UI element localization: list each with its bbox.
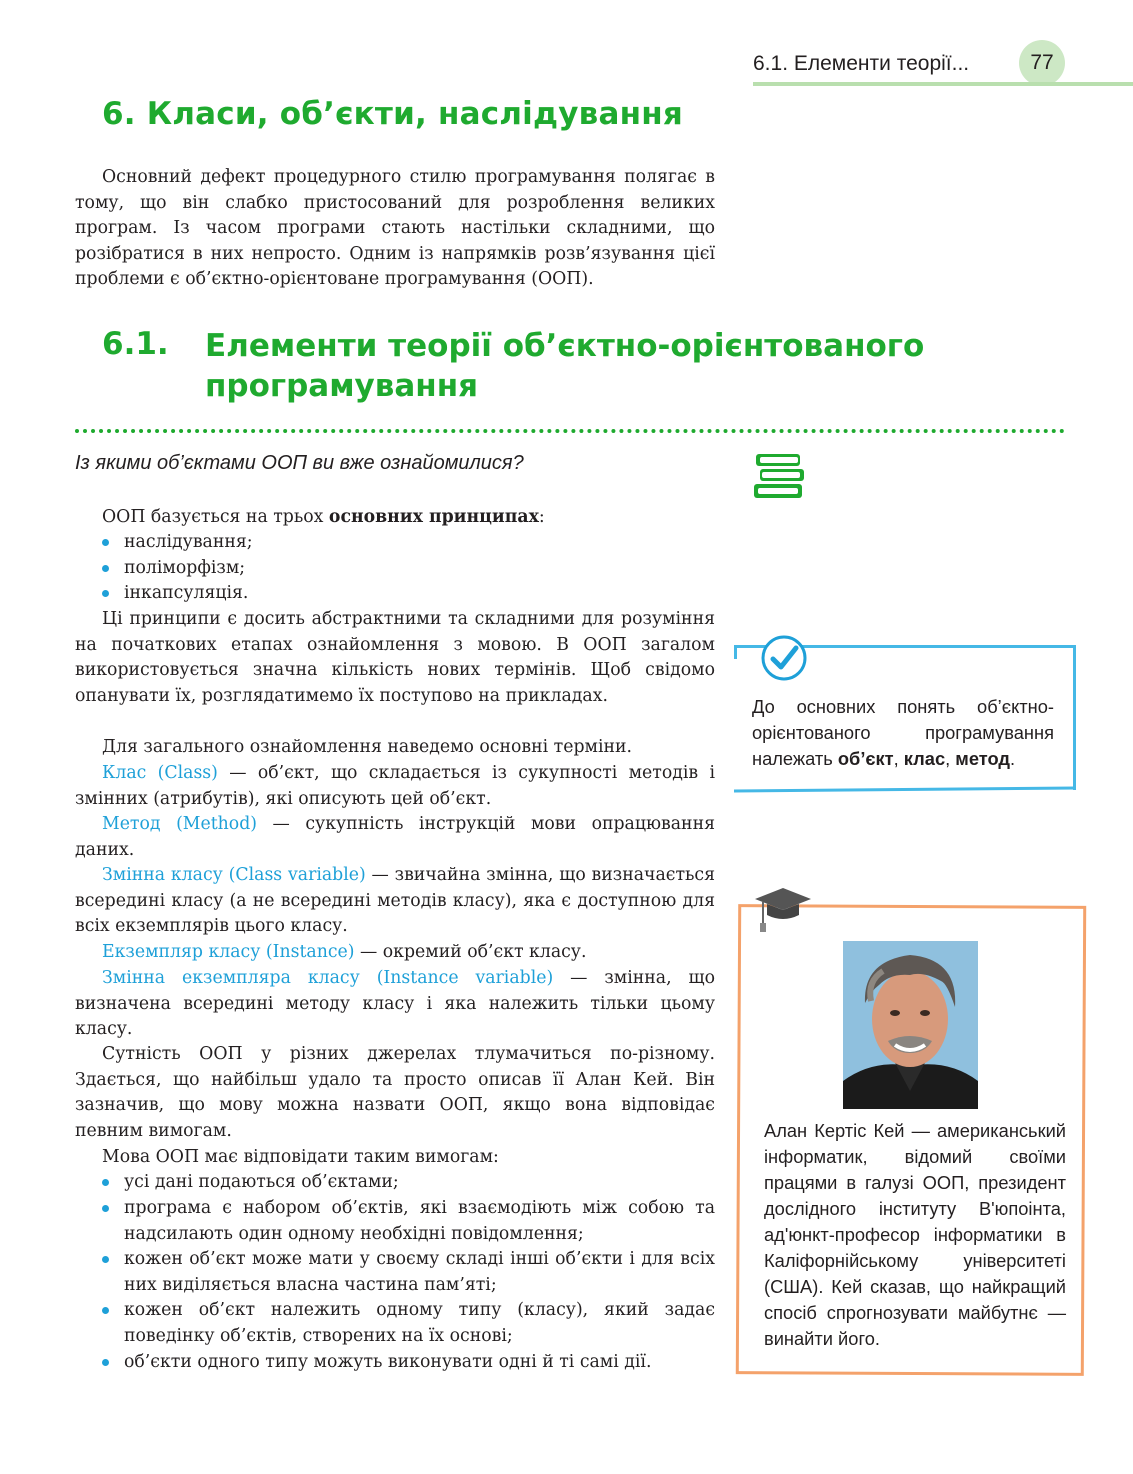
paragraph-abstract: Ці принципи є досить абстрактними та складними для розуміння на початкових етапах ознайомлення з мовою. В ООП загалом використовується значна кількість нових термінів. Щоб свідомо опанувати їх, розглядатимемо їх поступово на прикладах. [75,609,715,706]
list-item: програма є набором об’єктів, які взаємодіють між собою та надсилають один одному необхідні повідомлення; [102,1196,715,1247]
section-question: Із якими об’єктами ООП ви вже ознайомилися? [75,452,524,474]
note-text: До основних понять об’єктно-орієнтованого програмування належать об’єкт, клас, метод. [752,696,1054,769]
paragraph-terms-intro: Для загального ознайомлення наведемо основні терміни. [102,737,633,757]
page-number: 77 [1019,40,1065,86]
term-definition: — окремий об’єкт класу. [354,942,587,962]
note-box-left-border [734,645,737,659]
running-header: 6.1. Елементи теорії... [753,52,970,75]
bio-text: Алан Кертіс Кей — американський інформатик, відомий своїми працями в галузі ООП, президент дослідного інституту В'юпоінта, ад'юнкт-професор інформатики в Каліфорнійському університеті (США). Кей сказав, що найкращий спосіб спрогнозувати майбутнє — винайти його. [764,1120,1066,1349]
term-instance [75,940,715,966]
term-definition: — звичайна змінна, що визначається всередині класу (а не всередині методів класу), яка є доступною для всіх екземплярів цього класу. [75,865,715,937]
principles-intro [75,505,715,531]
bullet-icon [102,565,109,572]
list-item: наслідування; [102,530,715,556]
note-term-method: метод [955,748,1010,769]
note-term-object: об’єкт [837,748,894,769]
note-term-class: клас [903,748,946,769]
chapter-intro: Основний дефект процедурного стилю програмування полягає в тому, що він слабко пристосований для розроблення великих програм. Із часом програми стають настільки складними, що розібратися в них непросто. Одним із напрямків розв’язування цієї проблеми є об’єктно-орієнтоване програмування (ООП). [75,167,715,290]
bullet-icon [102,1179,109,1186]
list-item: поліморфізм; [102,556,715,582]
bullet-icon [102,1359,109,1366]
term-method [75,812,715,863]
chapter-title: 6. Класи, об’єкти, наслідування [102,96,683,132]
section-title-line1: Елементи теорії об’єктно-орієнтованого [205,328,925,364]
list-item: усі дані подаються об’єктами; [102,1170,715,1196]
bullet-icon [102,1307,109,1314]
list-item: кожен об’єкт може мати у своєму складі інші об’єкти і для всіх них виділяється власна частина пам’яті; [102,1247,715,1298]
term-instance-variable [75,966,715,1043]
term-definition: — об’єкт, що складається із сукупності методів і змінних (атрибутів), які описують цей об’єкт. [75,763,715,809]
term-definition: — сукупність інструкцій мови опрацювання даних. [75,814,715,860]
bullet-icon [102,1256,109,1263]
term-definition: — змінна, що визначена всередині методу класу і яка належить тільки цьому класу. [75,968,715,1040]
term-class-variable [75,863,715,940]
term-label: Змінна класу (Class variable) [102,865,366,885]
bullet-icon [102,1205,109,1212]
term-label: Екземпляр класу (Instance) [102,942,355,962]
dotted-divider [75,429,1065,433]
bullet-icon [102,590,109,597]
list-item: об’єкти одного типу можуть виконувати одні й ті самі дії. [102,1350,715,1376]
check-icon [760,634,808,686]
section-title-line2: програмування [205,368,479,404]
principles-tail: : [538,507,545,527]
term-label: Метод (Method) [102,814,258,834]
paragraph-alan-kay: Сутність ООП у різних джерелах тлумачиться по-різному. Здається, що найбільш удало та просто описав її Алан Кей. Він зазначив, що мову можна назвати ООП, якщо вона відповідає певним вимогам. [75,1044,715,1141]
portrait-photo [843,941,978,1109]
section-number: 6.1. [102,326,169,362]
term-label: Клас (Class) [102,763,218,783]
term-label: Змінна екземпляра класу (Instance variable) [102,968,554,988]
books-icon [752,450,808,510]
section-title [205,326,1005,406]
list-item: інкапсуляція. [102,581,715,607]
paragraph-requirements-intro: Мова ООП має відповідати таким вимогам: [102,1147,499,1167]
list-item: кожен об’єкт належить одному типу (класу), який задає поведінку об’єктів, створених на їх основі; [102,1298,715,1349]
principles-lead: ООП базується на трьох [102,507,329,527]
term-class [75,761,715,812]
header-rule [753,82,1133,86]
bullet-icon [102,539,109,546]
graduation-cap-icon [753,885,813,939]
principles-bold: основних принципах [328,507,539,527]
